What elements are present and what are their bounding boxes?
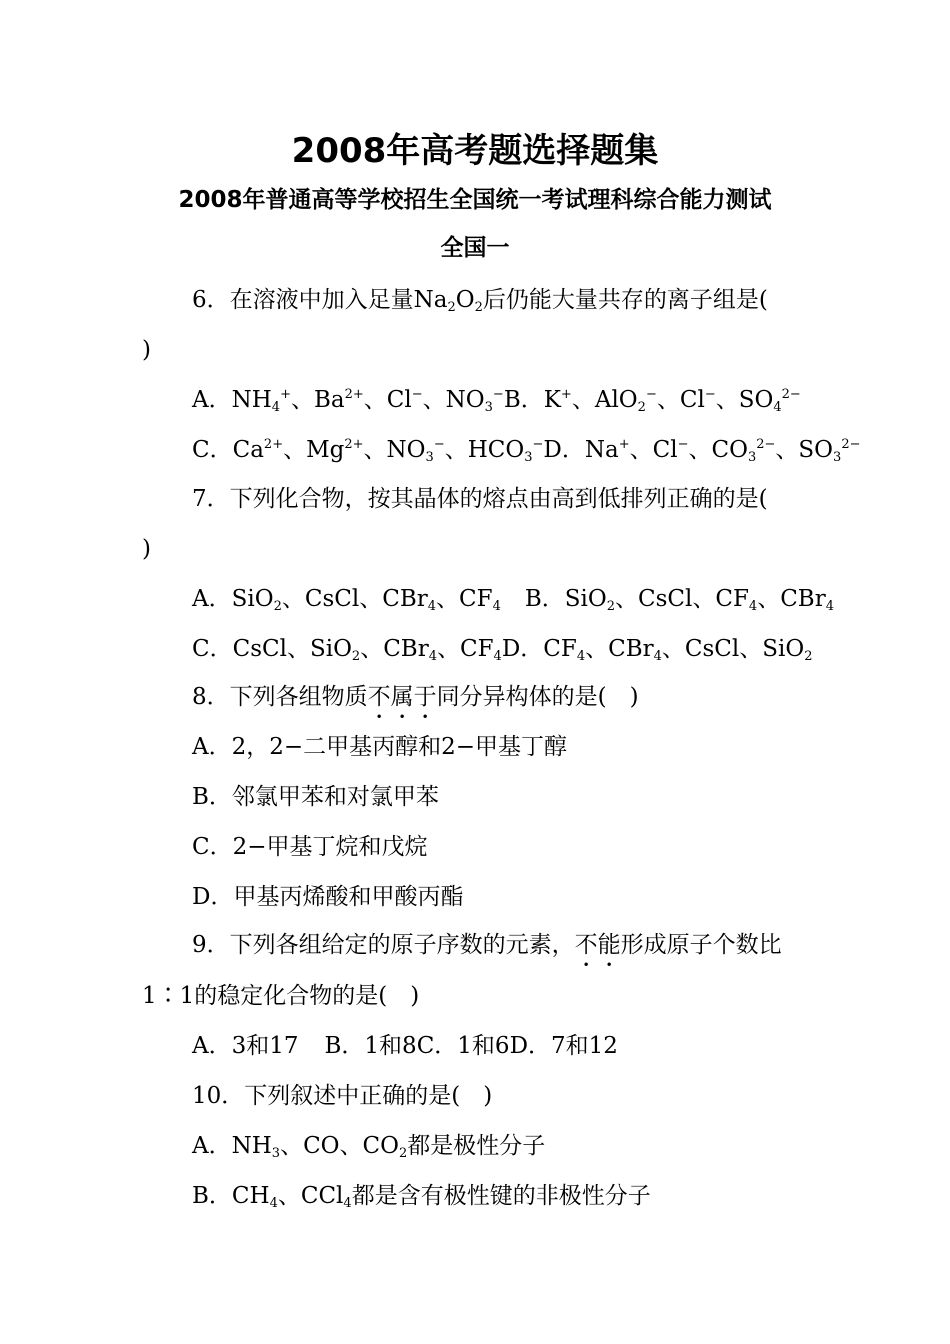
- question-6-close: ): [142, 337, 151, 363]
- question-7-options-ab: A．SiO$_2$、CsCl、CBr$_4$、$CF_4$ B．SiO$_2$、CsCl、$CF_4$、CBr$_4$: [192, 586, 834, 614]
- question-6-options-cd: C．$Ca^{2+}$、$Mg^{2+}$、$NO_3^-$、$HCO_3^-D$．Na+、Cl−、$CO_3^{2-}$、$SO_3^{2-}$: [192, 437, 861, 465]
- question-10-stem: 10．下列叙述中正确的是( ): [192, 1083, 493, 1109]
- question-7-options-cd: C．CsCl、SiO$_2$、CBr$_4$、$CF_4D$．$CF_4$、CBr$_4$、CsCl、SiO$_2$: [192, 636, 813, 664]
- question-6-stem: 6．在溶液中加入足量$Na_2O_2$后仍能大量共存的离子组是(: [192, 287, 768, 315]
- question-7-close: ): [142, 536, 151, 562]
- question-10-option-a: A．$NH_3$、CO、$CO_2$都是极性分子: [192, 1133, 546, 1161]
- question-8-stem: 8．下列各组物质不属于同分异构体的是( ): [192, 684, 639, 710]
- emphasis-text: 不能: [574, 932, 621, 958]
- question-9-stem: 9．下列各组给定的原子序数的元素，不能形成原子个数比: [192, 932, 782, 958]
- question-9-stem-cont: 1∶1的稳定化合物的是( ): [142, 983, 420, 1009]
- emphasis-text: 不属于: [367, 684, 437, 710]
- question-8-option-c: C．2−甲基丁烷和戊烷: [192, 834, 428, 860]
- question-8-option-d: D．甲基丙烯酸和甲酸丙酯: [192, 884, 464, 910]
- question-6-options-ab: A．$NH_4^+$、$Ba^{2+}$、Cl−、$NO_3^-B$．K+、AlO$_2$−、Cl−、$SO_4^{2-}$: [192, 387, 801, 415]
- section-heading: 全国一: [440, 235, 510, 261]
- page-title: 2008年高考题选择题集: [291, 131, 659, 171]
- question-10-option-b: B．$CH_4$、CCl$_4$都是含有极性键的非极性分子: [192, 1183, 651, 1211]
- question-9-options: A．3和17 B．1和8C．1和6D．7和12: [192, 1033, 618, 1059]
- question-8-option-a: A．2，2−二甲基丙醇和2−甲基丁醇: [192, 734, 568, 760]
- question-8-option-b: B．邻氯甲苯和对氯甲苯: [192, 784, 439, 810]
- exam-subtitle: 2008年普通高等学校招生全国统一考试理科综合能力测试: [178, 187, 772, 213]
- question-7-stem: 7．下列化合物，按其晶体的熔点由高到低排列正确的是(: [192, 486, 768, 512]
